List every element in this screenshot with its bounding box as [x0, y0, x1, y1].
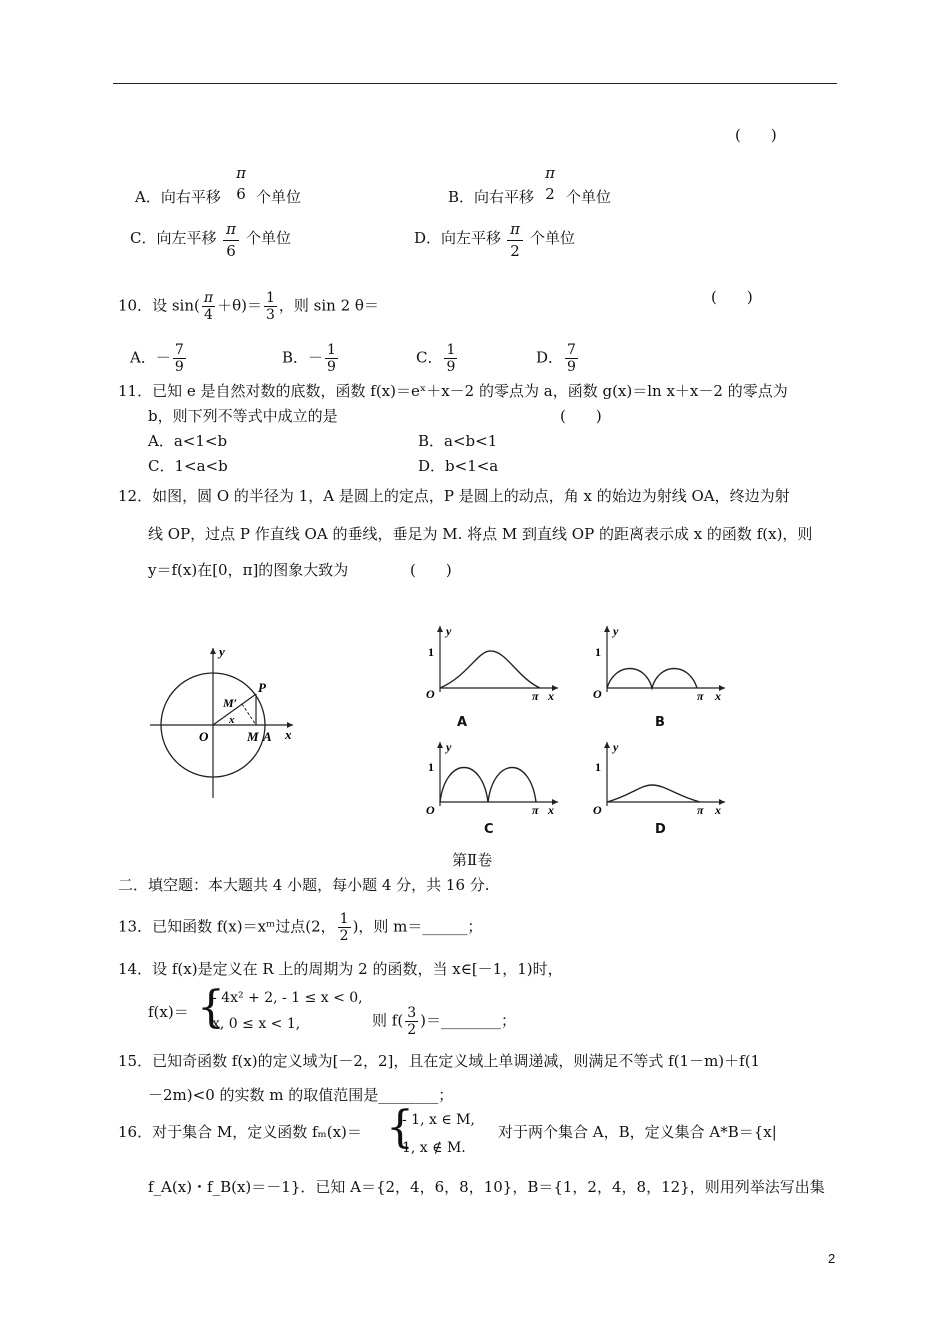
q14-line-1: 14．设 f(x)是定义在 R 上的周期为 2 的函数，当 x∈[－1，1)时，	[118, 960, 563, 978]
unit-circle-figure	[145, 640, 305, 805]
section-2-header: 二．填空题：本大题共 4 小题，每小题 4 分，共 16 分.	[118, 876, 490, 894]
q16-line-2: f_A(x)・f_B(x)＝－1}．已知 A＝{2，4，6，8，10}，B＝{1，2，4，8，12}，则用列举法写出集	[148, 1178, 825, 1196]
q9-option-b-fraction: π 2	[545, 164, 555, 203]
circle-label-o: O	[199, 729, 209, 744]
q14-case-2: x, 0 ≤ x < 1,	[212, 1016, 301, 1032]
q9-option-d-fraction: π 2	[507, 222, 523, 259]
q12-line-3: y＝f(x)在[0，π]的图象大致为	[148, 561, 349, 579]
svg-text:y: y	[446, 624, 452, 638]
q12-line-1: 12．如图，圆 O 的半径为 1，A 是圆上的定点，P 是圆上的动点，角 x 的始边为射线 OA，终边为射	[118, 487, 790, 505]
q9-option-b: B．向右平移	[448, 188, 535, 206]
q10-option-a: A．－ $\frac{7}{9}$	[130, 342, 184, 376]
q9-option-a-unit: 个单位	[256, 188, 302, 206]
q10-stem: 10．设 sin( $\frac{\pi}{4}$ ＋θ)＝ $\frac{1}{3}$ ，则 sin 2 θ＝	[118, 290, 379, 324]
q11-option-d: D．b<1<a	[418, 457, 499, 475]
graph-caption-d: D	[655, 822, 666, 837]
q10-option-b: B．－ $\frac{1}{9}$	[282, 342, 336, 376]
circle-label-y: y	[219, 644, 225, 659]
svg-text:1: 1	[428, 645, 434, 659]
q9-option-d-unit: 个单位	[530, 229, 576, 247]
q11-option-a: A．a<1<b	[148, 432, 228, 450]
svg-text:π: π	[532, 803, 539, 817]
q16-stem-continued: 对于两个集合 A，B，定义集合 A*B＝{x|	[498, 1123, 777, 1141]
q16-case-1: - 1, x ∈ M,	[402, 1112, 475, 1128]
svg-text:1: 1	[428, 760, 434, 774]
svg-text:x: x	[548, 803, 554, 817]
q14-fx-label: f(x)＝	[148, 1003, 189, 1021]
svg-text:O: O	[426, 803, 435, 817]
graph-option-c	[418, 738, 563, 818]
circle-label-a: A	[263, 729, 272, 744]
q16-brace: {	[386, 1102, 414, 1153]
q12-answer-paren: ( )	[410, 561, 452, 579]
q13-stem: 13．已知函数 f(x)＝xᵐ过点(2， $\frac{1}{2}$ )，则 m＝______；	[118, 911, 483, 945]
q9-option-a: A．向右平移	[135, 188, 221, 206]
svg-text:π: π	[532, 689, 539, 700]
q12-line-2: 线 OP，过点 P 作直线 OA 的垂线，垂足为 M. 将点 M 到直线 OP 的距离表示成 x 的函数 f(x)，则	[148, 525, 813, 543]
circle-label-x: x	[285, 727, 292, 742]
q15-line-1: 15．已知奇函数 f(x)的定义域为[－2，2]，且在定义域上单调递减，则满足不等式 f(1－m)＋f(1	[118, 1052, 761, 1070]
q9-option-a-fraction: π 6	[236, 164, 246, 203]
svg-text:x: x	[548, 689, 554, 700]
svg-text:x: x	[715, 803, 721, 817]
q9-answer-paren: ( )	[735, 126, 777, 144]
q11-option-c: C．1<a<b	[148, 457, 228, 475]
graph-caption-b: B	[655, 715, 665, 730]
q9-option-b-unit: 个单位	[566, 188, 612, 206]
q14-case-1: - 4x² + 2, - 1 ≤ x < 0,	[212, 990, 363, 1006]
graph-option-b	[585, 620, 730, 700]
circle-label-angle-x: x	[229, 714, 235, 726]
svg-text:1: 1	[595, 760, 601, 774]
q9-option-d: D．向左平移	[414, 229, 502, 247]
svg-text:y: y	[613, 740, 619, 754]
q11-line-2: b，则下列不等式中成立的是	[148, 407, 338, 425]
graph-option-a	[418, 620, 563, 700]
q10-option-c: C． $\frac{1}{9}$	[416, 342, 456, 376]
q15-line-2: －2m)<0 的实数 m 的取值范围是________；	[148, 1086, 454, 1104]
page-number: 2	[828, 1251, 836, 1266]
q9-option-c-fraction: π 6	[223, 222, 239, 259]
svg-text:π: π	[697, 803, 704, 817]
q9-option-c: C．向左平移	[130, 229, 217, 247]
circle-label-m: M	[247, 729, 259, 744]
q16-case-2: 1, x ∉ M.	[402, 1140, 466, 1156]
q11-option-b: B．a<b<1	[418, 432, 498, 450]
q10-option-d: D． $\frac{7}{9}$	[536, 342, 576, 376]
q9-option-c-unit: 个单位	[246, 229, 292, 247]
svg-text:O: O	[426, 687, 435, 700]
svg-text:O: O	[593, 687, 602, 700]
graph-caption-c: C	[484, 822, 494, 837]
graph-caption-a: A	[457, 715, 468, 730]
q14-brace: {	[197, 982, 225, 1033]
q16-stem: 16．对于集合 M，定义函数 fₘ(x)＝	[118, 1123, 362, 1141]
q14-then: 则 f( $\frac{3}{2}$ )＝________；	[372, 1005, 516, 1039]
q10-answer-paren: ( )	[711, 288, 753, 306]
circle-label-p: P	[258, 680, 266, 695]
svg-text:x: x	[715, 689, 721, 700]
q11-line-1: 11．已知 e 是自然对数的底数，函数 f(x)＝eˣ＋x－2 的零点为 a，函数 g(x)＝ln x＋x－2 的零点为	[118, 382, 788, 400]
svg-text:y: y	[446, 740, 452, 754]
section-2-title: 第Ⅱ卷	[452, 851, 493, 869]
svg-text:y: y	[613, 624, 619, 638]
header-rule	[113, 83, 837, 84]
circle-label-m-prime: M′	[223, 696, 238, 710]
graph-option-d	[585, 738, 730, 818]
svg-text:π: π	[697, 689, 704, 700]
svg-text:1: 1	[595, 645, 601, 659]
q11-answer-paren: ( )	[560, 407, 602, 425]
svg-text:O: O	[593, 803, 602, 817]
